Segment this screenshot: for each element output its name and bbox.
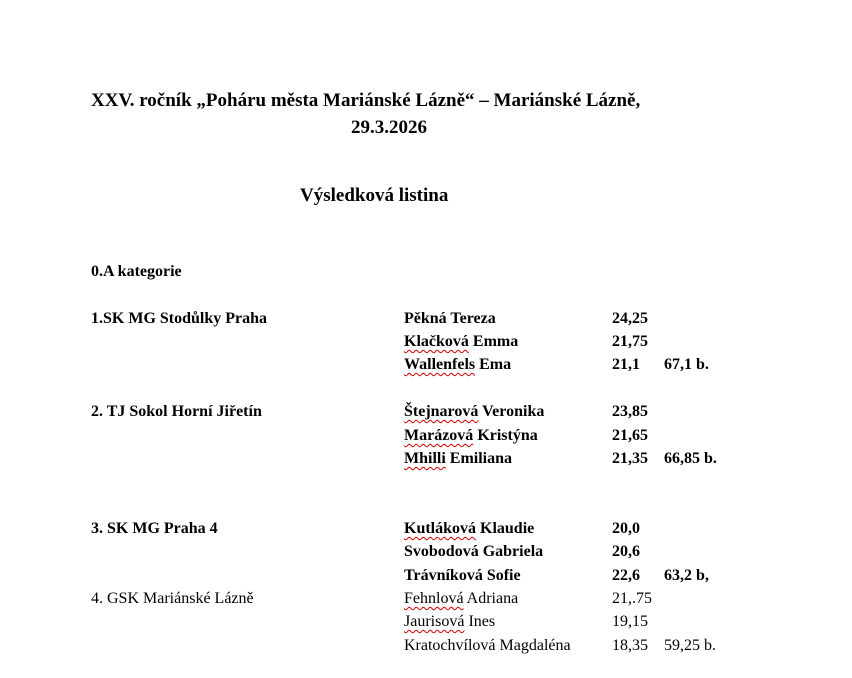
team-total: 66,85 b.: [664, 450, 717, 467]
athlete-name: Kratochvílová Magdaléna: [404, 637, 571, 654]
athlete-name: Pěkná Tereza: [404, 310, 496, 327]
team-total: 67,1 b.: [664, 356, 709, 373]
athlete-score: 23,85: [612, 403, 648, 420]
athlete-name: Jaurisová Ines: [404, 613, 496, 630]
athlete-score: 19,15: [612, 613, 648, 630]
athlete-name: Svobodová Gabriela: [404, 543, 544, 560]
athlete-score: 22,6: [612, 567, 640, 584]
athlete-score: 21,65: [612, 427, 648, 444]
athlete-score: 18,35: [612, 637, 648, 654]
results-heading: Výsledková listina: [300, 185, 449, 206]
category-label: 0.A kategorie: [91, 263, 182, 280]
team-total: 59,25 b.: [664, 637, 716, 654]
document-title-line1: XXV. ročník „Poháru města Mariánské Lázně“ – Mariánské Lázně,: [91, 90, 641, 111]
athlete-score: 21,35: [612, 450, 648, 467]
athlete-name: Štejnarová Veronika: [404, 403, 545, 420]
athlete-name: Mhilli Emiliana: [404, 450, 513, 467]
team-name: 2. TJ Sokol Horní Jiřetín: [91, 403, 262, 420]
athlete-score: 21,75: [612, 333, 648, 350]
team-name: 4. GSK Mariánské Lázně: [91, 590, 254, 607]
athlete-score: 20,6: [612, 543, 640, 560]
athlete-name: Klačková Emma: [404, 333, 519, 350]
team-total: 63,2 b,: [664, 567, 709, 584]
athlete-score: 24,25: [612, 310, 648, 327]
team-name: 1.SK MG Stodůlky Praha: [91, 310, 268, 327]
athlete-score: 20,0: [612, 520, 640, 537]
document-title-date: 29.3.2026: [351, 117, 427, 138]
athlete-name: Kutláková Klaudie: [404, 520, 535, 537]
athlete-name: Marázová Kristýna: [404, 427, 538, 444]
athlete-score: 21,1: [612, 356, 640, 373]
athlete-score: 21,.75: [612, 590, 652, 607]
athlete-name: Fehnlová Adriana: [404, 590, 519, 607]
team-name: 3. SK MG Praha 4: [91, 520, 218, 537]
athlete-name: Trávníková Sofie: [404, 567, 521, 584]
athlete-name: Wallenfels Ema: [404, 356, 512, 373]
